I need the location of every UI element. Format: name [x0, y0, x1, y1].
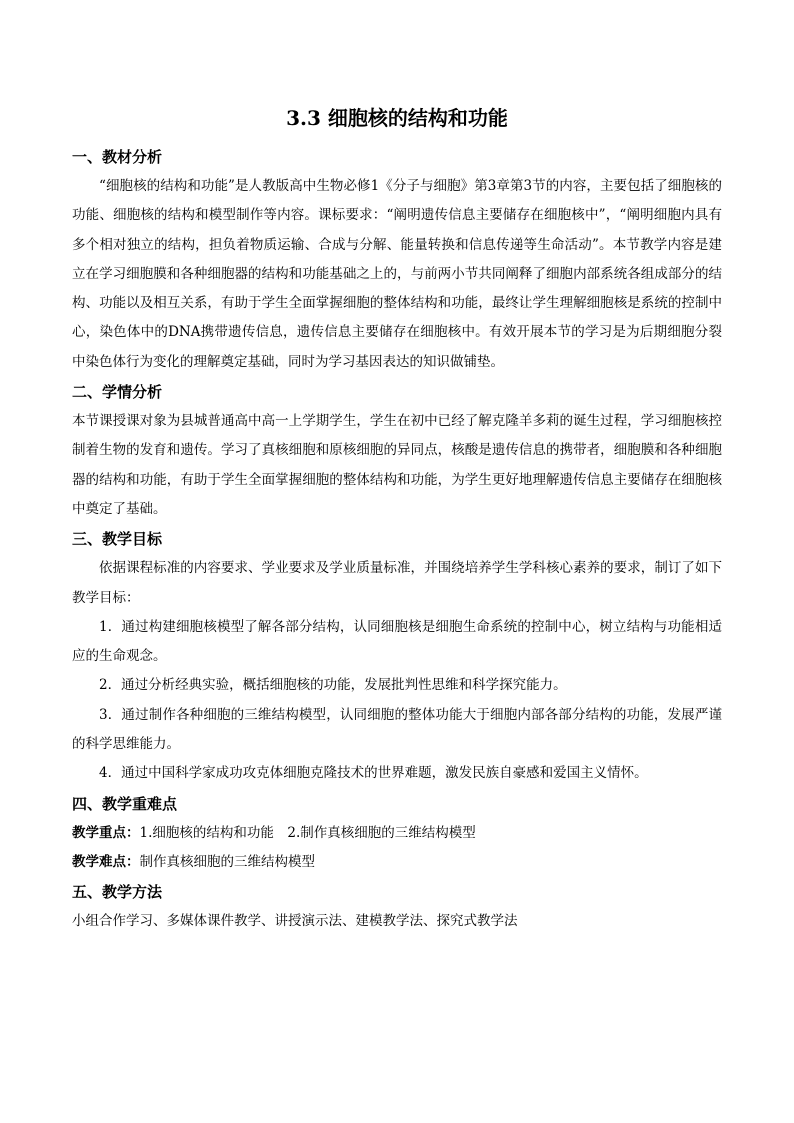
- objective-item: 2．通过分析经典实验，概括细胞核的功能，发展批判性思维和科学探究能力。: [99, 677, 567, 694]
- section-teaching-objectives: [72, 524, 722, 788]
- section-teaching-methods: [72, 877, 722, 936]
- objective-item: 1．通过构建细胞核模型了解各部分结构，认同细胞核是细胞生命系统的控制中心，树立结构与功能相适应的生命观念。: [72, 618, 722, 665]
- section-heading: 四、教学重难点: [72, 794, 178, 813]
- key-points-label: 教学重点：: [72, 824, 140, 841]
- document-title: 3.3 细胞核的结构和功能: [286, 106, 508, 130]
- section-key-difficulties: [72, 789, 722, 878]
- difficulty-text: 制作真核细胞的三维结构模型: [139, 853, 315, 870]
- section-textbook-analysis: [72, 142, 722, 377]
- paragraph: “细胞核的结构和功能”是人教版高中生物必修1《分子与细胞》第3章第3节的内容，主要包括了细胞核的功能、细胞核的结构和模型制作等内容。课标要求：“阐明遗传信息主要储存在细胞核中”，“阐明细胞内具有多个相对独立的结构，担负着物质运输、合成与分解、能量转换和信息传递等生命活动”。本节教学内容是建立在学习细胞膜和各种细胞器的结构和功能基础之上的，与前两小节共同阐释了细胞内部系统各组成部分的结构、功能以及相互关系，有助于学生全面掌握细胞的整体结构和功能，最终让学生理解细胞核是系统的控制中心，染色体中的DNA携带遗传信息，遗传信息主要储存在细胞核中。有效开展本节的学习是为后期细胞分裂中染色体行为变化的理解奠定基础，同时为学习基因表达的知识做铺垫。: [72, 178, 722, 370]
- objective-item: 3．通过制作各种细胞的三维结构模型，认同细胞的整体功能大于细胞内部各部分结构的功能，发展严谨的科学思维能力。: [72, 706, 722, 753]
- objective-item: 4．通过中国科学家成功攻克体细胞克隆技术的世界难题，激发民族自豪感和爱国主义情怀。: [99, 765, 648, 782]
- document-page: [72, 100, 722, 937]
- key-points-text: 1.细胞核的结构和功能 2.制作真核细胞的三维结构模型: [139, 824, 476, 841]
- section-heading: 二、学情分析: [72, 383, 163, 402]
- difficulty-label: 教学难点：: [72, 853, 140, 870]
- paragraph: 依据课程标准的内容要求、学业要求及学业质量标准，并围绕培养学生学科核心素养的要求，制订了如下教学目标：: [72, 560, 722, 606]
- paragraph: 小组合作学习、多媒体课件教学、讲授演示法、建模教学法、探究式教学法: [72, 913, 518, 930]
- paragraph: 本节课授课对象为县城普通高中高一上学期学生，学生在初中已经了解克隆羊多莉的诞生过程，学习细胞核控制着生物的发育和遗传。学习了真核细胞和原核细胞的异同点，核酸是遗传信息的携带者，细胞膜和各种细胞器的结构和功能，有助于学生全面掌握细胞的整体结构和功能，为学生更好地理解遗传信息主要储存在细胞核中奠定了基础。: [72, 413, 722, 517]
- difficulty-line: [72, 848, 722, 877]
- section-student-analysis: [72, 377, 722, 524]
- section-heading: 一、教材分析: [72, 148, 163, 166]
- section-heading: 三、教学目标: [72, 530, 163, 549]
- key-points-line: [72, 819, 722, 848]
- section-heading: 五、教学方法: [72, 883, 163, 902]
